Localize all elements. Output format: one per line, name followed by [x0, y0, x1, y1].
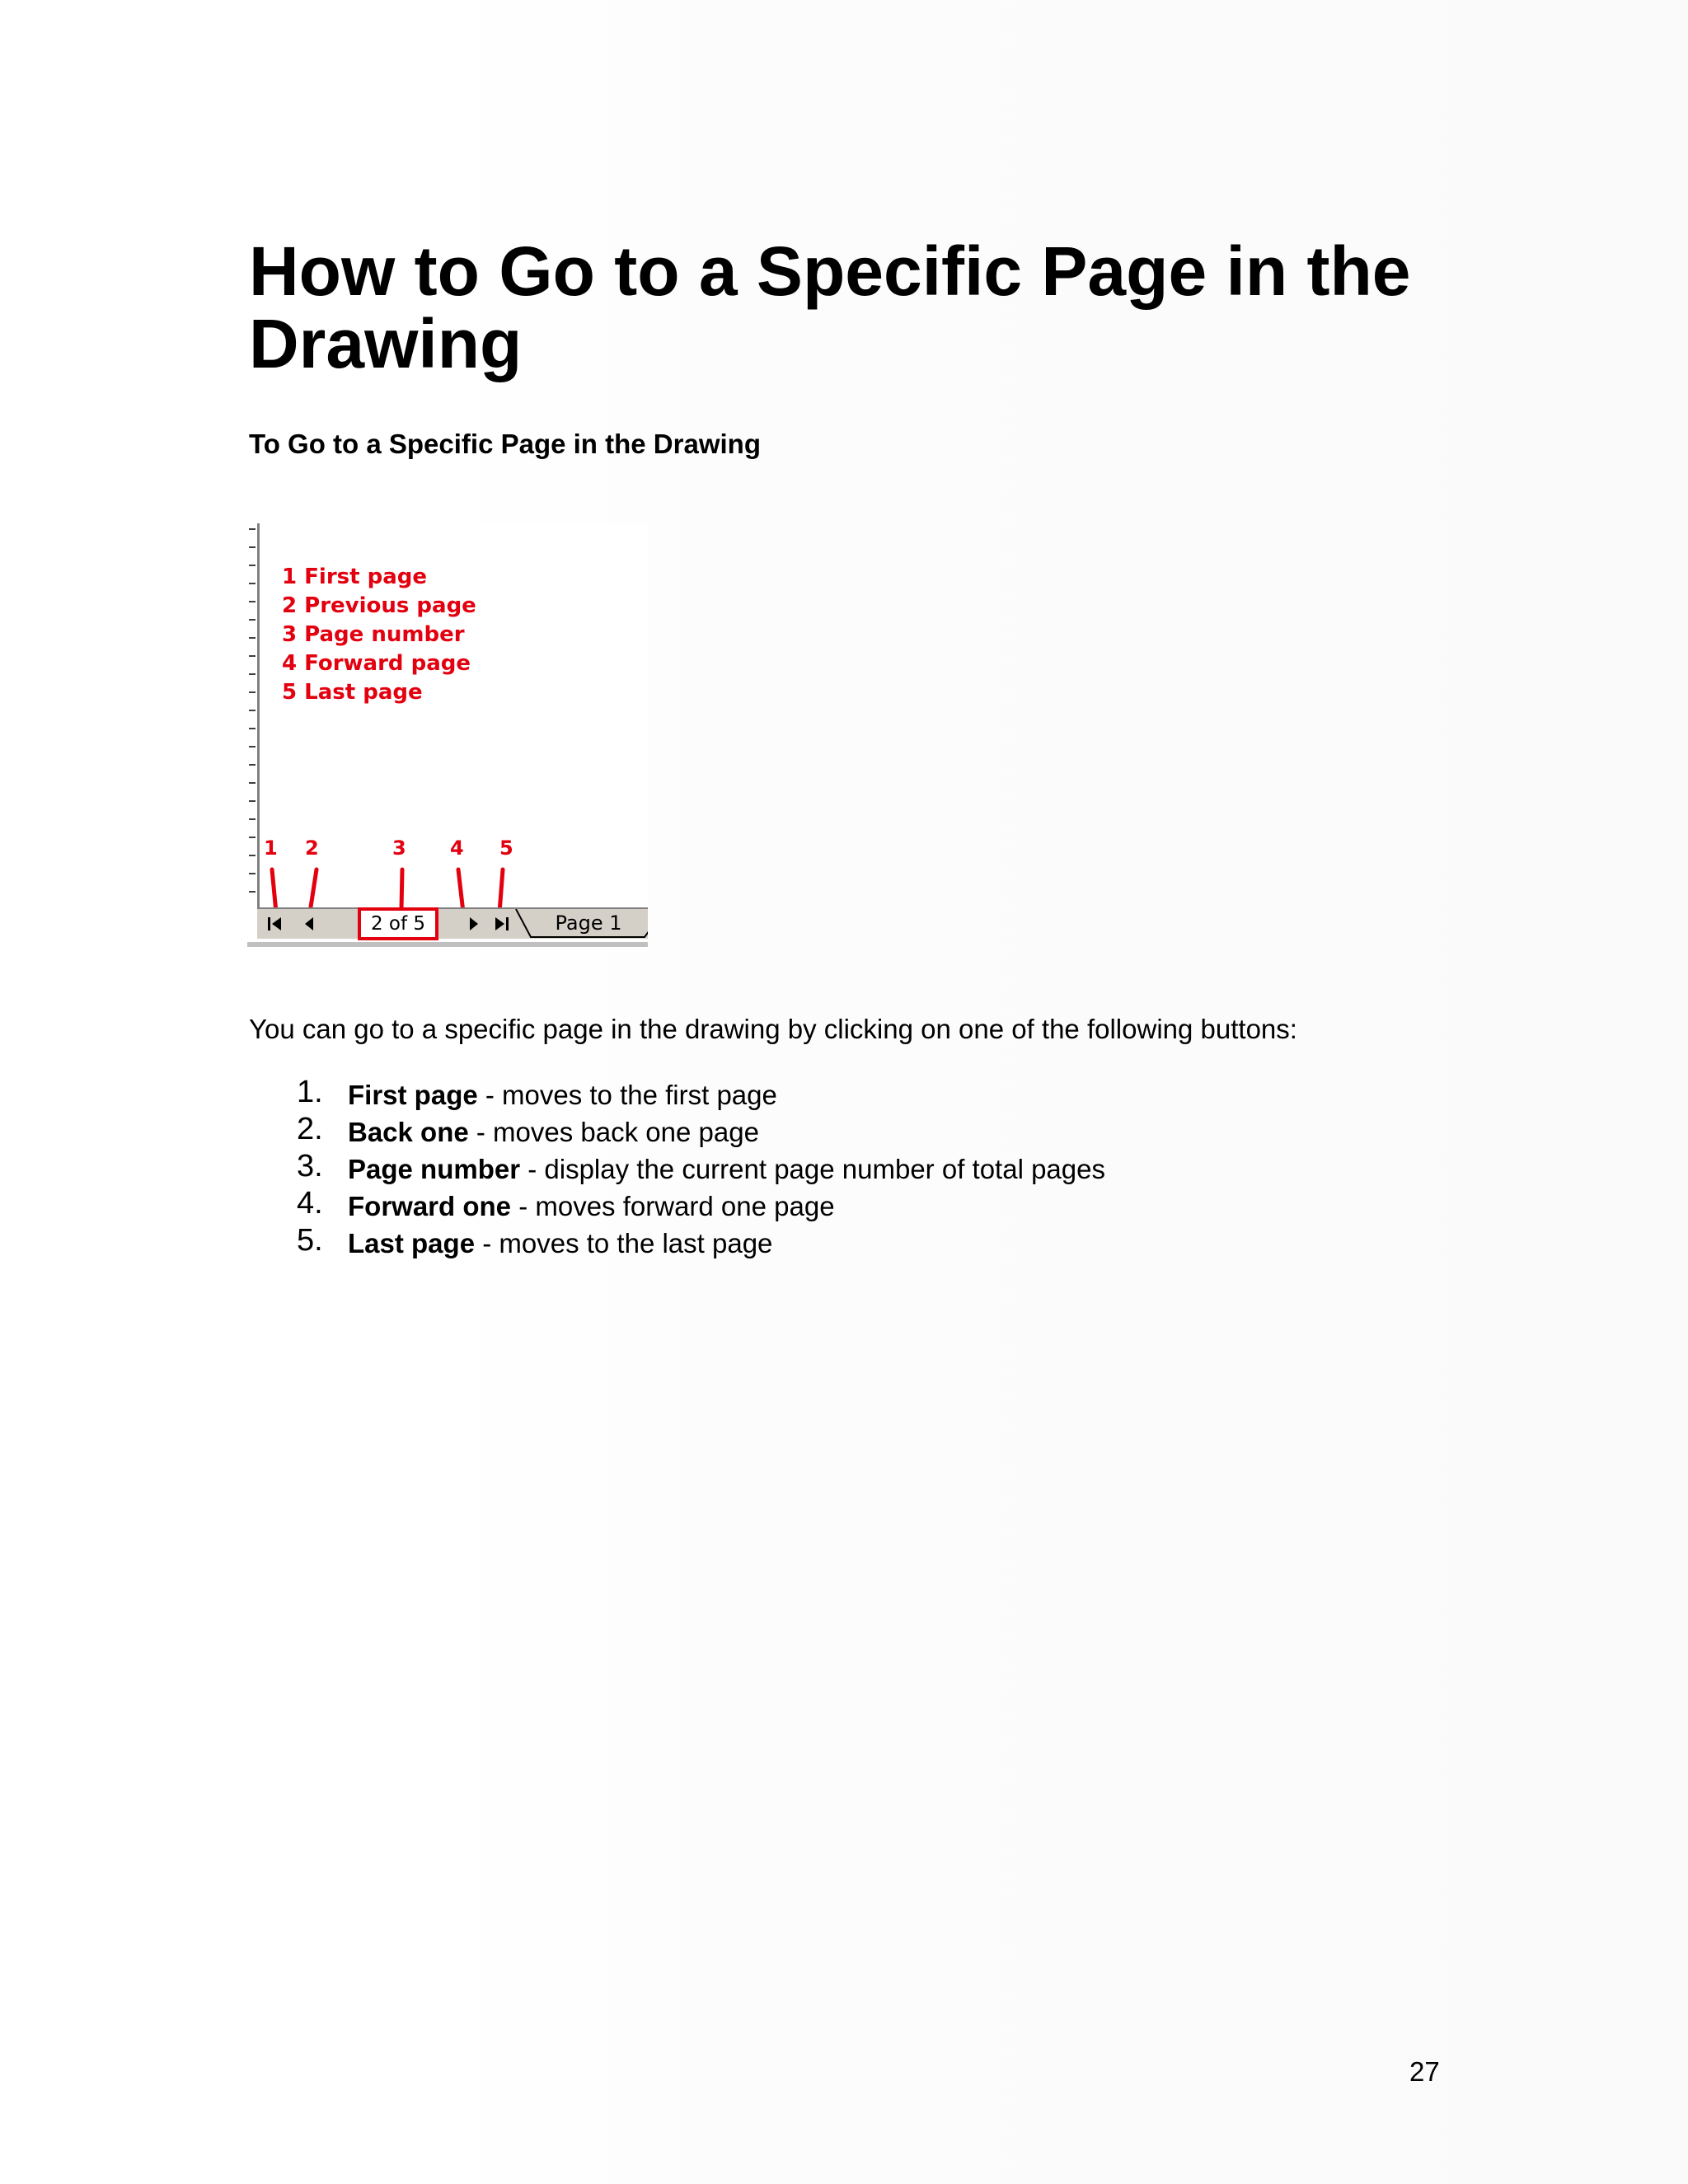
- list-item-text: [348, 1117, 759, 1148]
- list-item-number: 2.: [297, 1112, 323, 1146]
- callout-number-3: 3: [392, 837, 406, 860]
- page-number-display[interactable]: 2 of 5: [358, 907, 438, 940]
- tab-page-1[interactable]: Page 1: [555, 912, 622, 935]
- page-number: 27: [1409, 2056, 1440, 2087]
- callout-line-3: [401, 869, 402, 909]
- callout-number-2: 2: [305, 837, 319, 860]
- list-item-number: 3.: [297, 1149, 323, 1183]
- list-item-text: [348, 1228, 772, 1259]
- page-navigation-bar: [257, 907, 648, 940]
- list-item-description: - display the current page number of total pages: [520, 1154, 1105, 1184]
- list-item-text: [348, 1191, 835, 1222]
- legend-item-previous-page: 2 Previous page: [282, 593, 476, 618]
- list-item-term: Back one: [348, 1117, 469, 1147]
- figure-bottom-border: [247, 942, 648, 947]
- callout-line-1: [272, 869, 276, 912]
- callout-number-5: 5: [499, 837, 513, 860]
- list-item-number: 1.: [297, 1075, 323, 1109]
- list-item-number: 4.: [297, 1186, 323, 1221]
- list-item-description: - moves to the last page: [475, 1228, 773, 1258]
- list-item-number: 5.: [297, 1223, 323, 1258]
- last-page-button[interactable]: [490, 912, 513, 935]
- list-item-text: [348, 1154, 1105, 1185]
- last-page-icon: [492, 915, 510, 933]
- callout-number-4: 4: [450, 837, 464, 860]
- intro-paragraph: You can go to a specific page in the drawing by clicking on one of the following buttons:: [249, 1014, 1297, 1044]
- callout-line-5: [499, 869, 503, 912]
- forward-page-button[interactable]: [462, 912, 485, 935]
- previous-page-button[interactable]: [298, 912, 321, 935]
- list-item-text: [348, 1080, 777, 1111]
- callout-line-2: [310, 869, 316, 912]
- list-item-description: - moves forward one page: [511, 1191, 835, 1221]
- legend-item-first-page: 1 First page: [282, 565, 427, 589]
- list-item-term: First page: [348, 1080, 478, 1110]
- legend-item-forward-page: 4 Forward page: [282, 651, 471, 676]
- list-item-description: - moves back one page: [468, 1117, 759, 1147]
- forward-page-icon: [464, 915, 482, 933]
- callout-number-1: 1: [264, 837, 278, 860]
- callout-lines: [247, 523, 648, 952]
- page-navigation-screenshot: [247, 523, 648, 952]
- list-item-term: Last page: [348, 1228, 476, 1258]
- legend-item-last-page: 5 Last page: [282, 680, 423, 705]
- first-page-button[interactable]: [264, 912, 287, 935]
- list-item-description: - moves to the first page: [477, 1080, 777, 1110]
- page-title: How to Go to a Specific Page in the Drawing: [249, 232, 1411, 382]
- legend-item-page-number: 3 Page number: [282, 622, 465, 647]
- list-item-term: Page number: [348, 1154, 521, 1184]
- section-subtitle: To Go to a Specific Page in the Drawing: [249, 429, 761, 459]
- first-page-icon: [266, 915, 284, 933]
- list-item-term: Forward one: [348, 1191, 512, 1221]
- previous-page-icon: [301, 915, 319, 933]
- callout-line-4: [458, 869, 463, 912]
